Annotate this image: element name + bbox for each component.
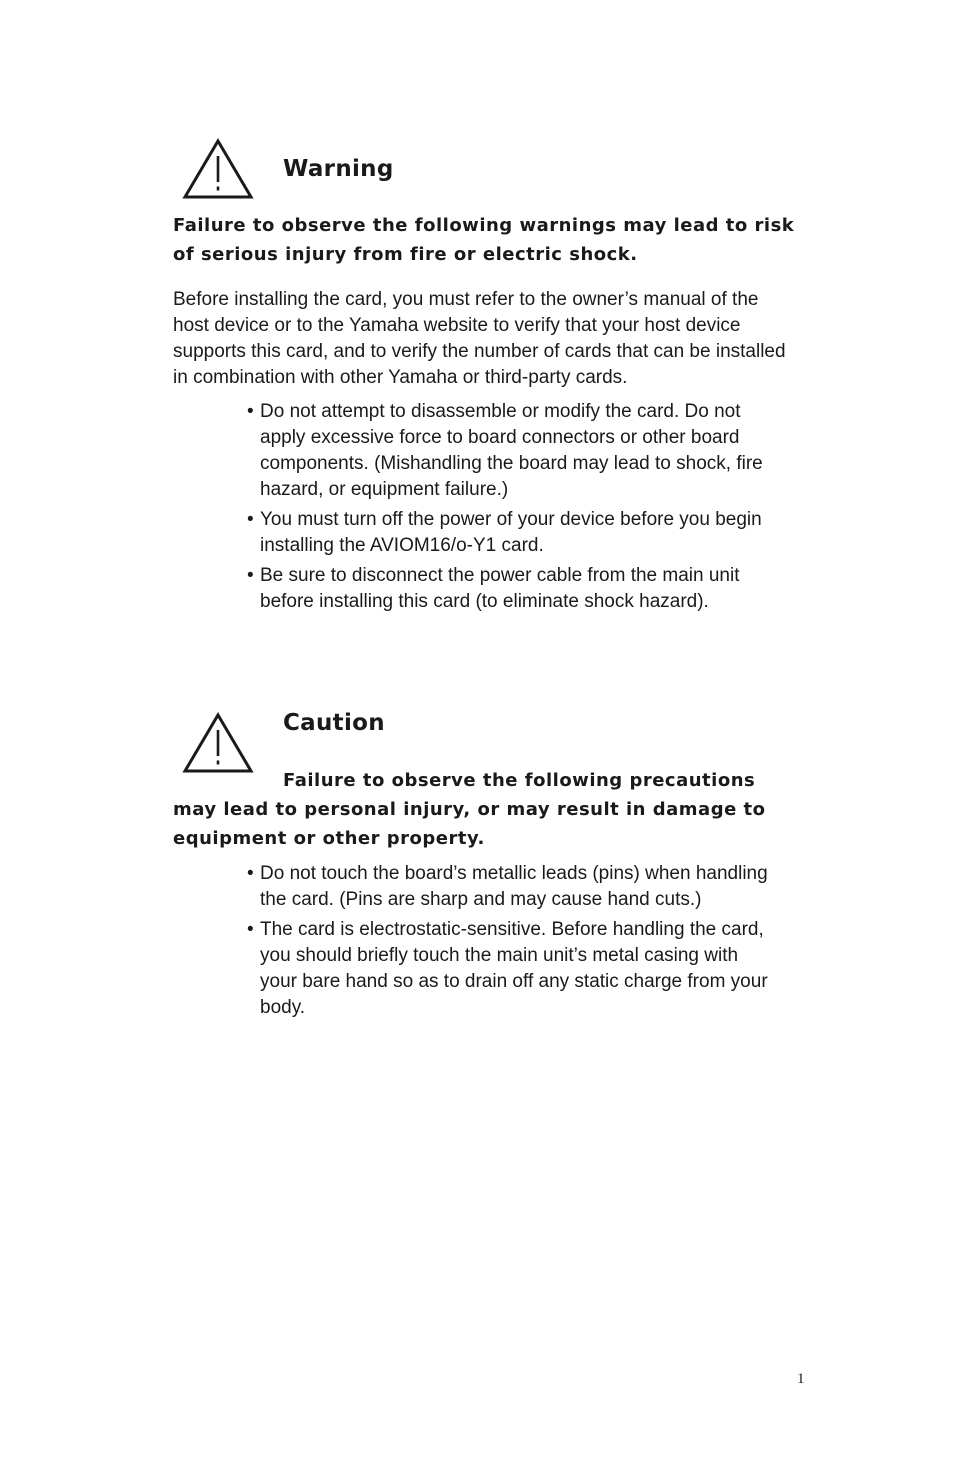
warning-heading: Warning (283, 156, 394, 182)
caution-bullet-list (247, 861, 772, 1025)
caution-lead (173, 766, 773, 853)
warning-bullet-list (247, 399, 772, 619)
caution-heading: Caution (283, 710, 385, 736)
warning-body: Before installing the card, you must refer to the owner’s manual of the host device or to the Yamaha website to verify that your host device supports this card, and to verify the number of cards that can be installed in combination with other Yamaha or third-party cards. (173, 289, 786, 388)
list-item: • Be sure to disconnect the power cable from the main unit before installing this card (to eliminate shock hazard). (247, 563, 772, 615)
caution-lead-text: Failure to observe the following precautions may lead to personal injury, or may result in damage to equipment or other property. (173, 770, 766, 849)
warning-lead: Failure to observe the following warnings may lead to risk of serious injury from fire or electric shock. (173, 215, 795, 265)
warning-triangle-icon (182, 138, 254, 200)
page-number: 1 (797, 1371, 805, 1387)
list-item: • Do not attempt to disassemble or modify the card. Do not apply excessive force to board connectors or other board components. (Mishandling the board may lead to shock, fire hazard, or equipment failure.) (247, 399, 772, 503)
list-item: • You must turn off the power of your device before you begin installing the AVIOM16/o-Y1 card. (247, 507, 772, 559)
warning-triangle-icon (182, 712, 254, 774)
list-item: • The card is electrostatic-sensitive. Before handling the card, you should briefly touch the main unit’s metal casing with your bare hand so as to drain off any static charge from your body. (247, 917, 772, 1021)
list-item: • Do not touch the board’s metallic leads (pins) when handling the card. (Pins are sharp and may cause hand cuts.) (247, 861, 772, 913)
